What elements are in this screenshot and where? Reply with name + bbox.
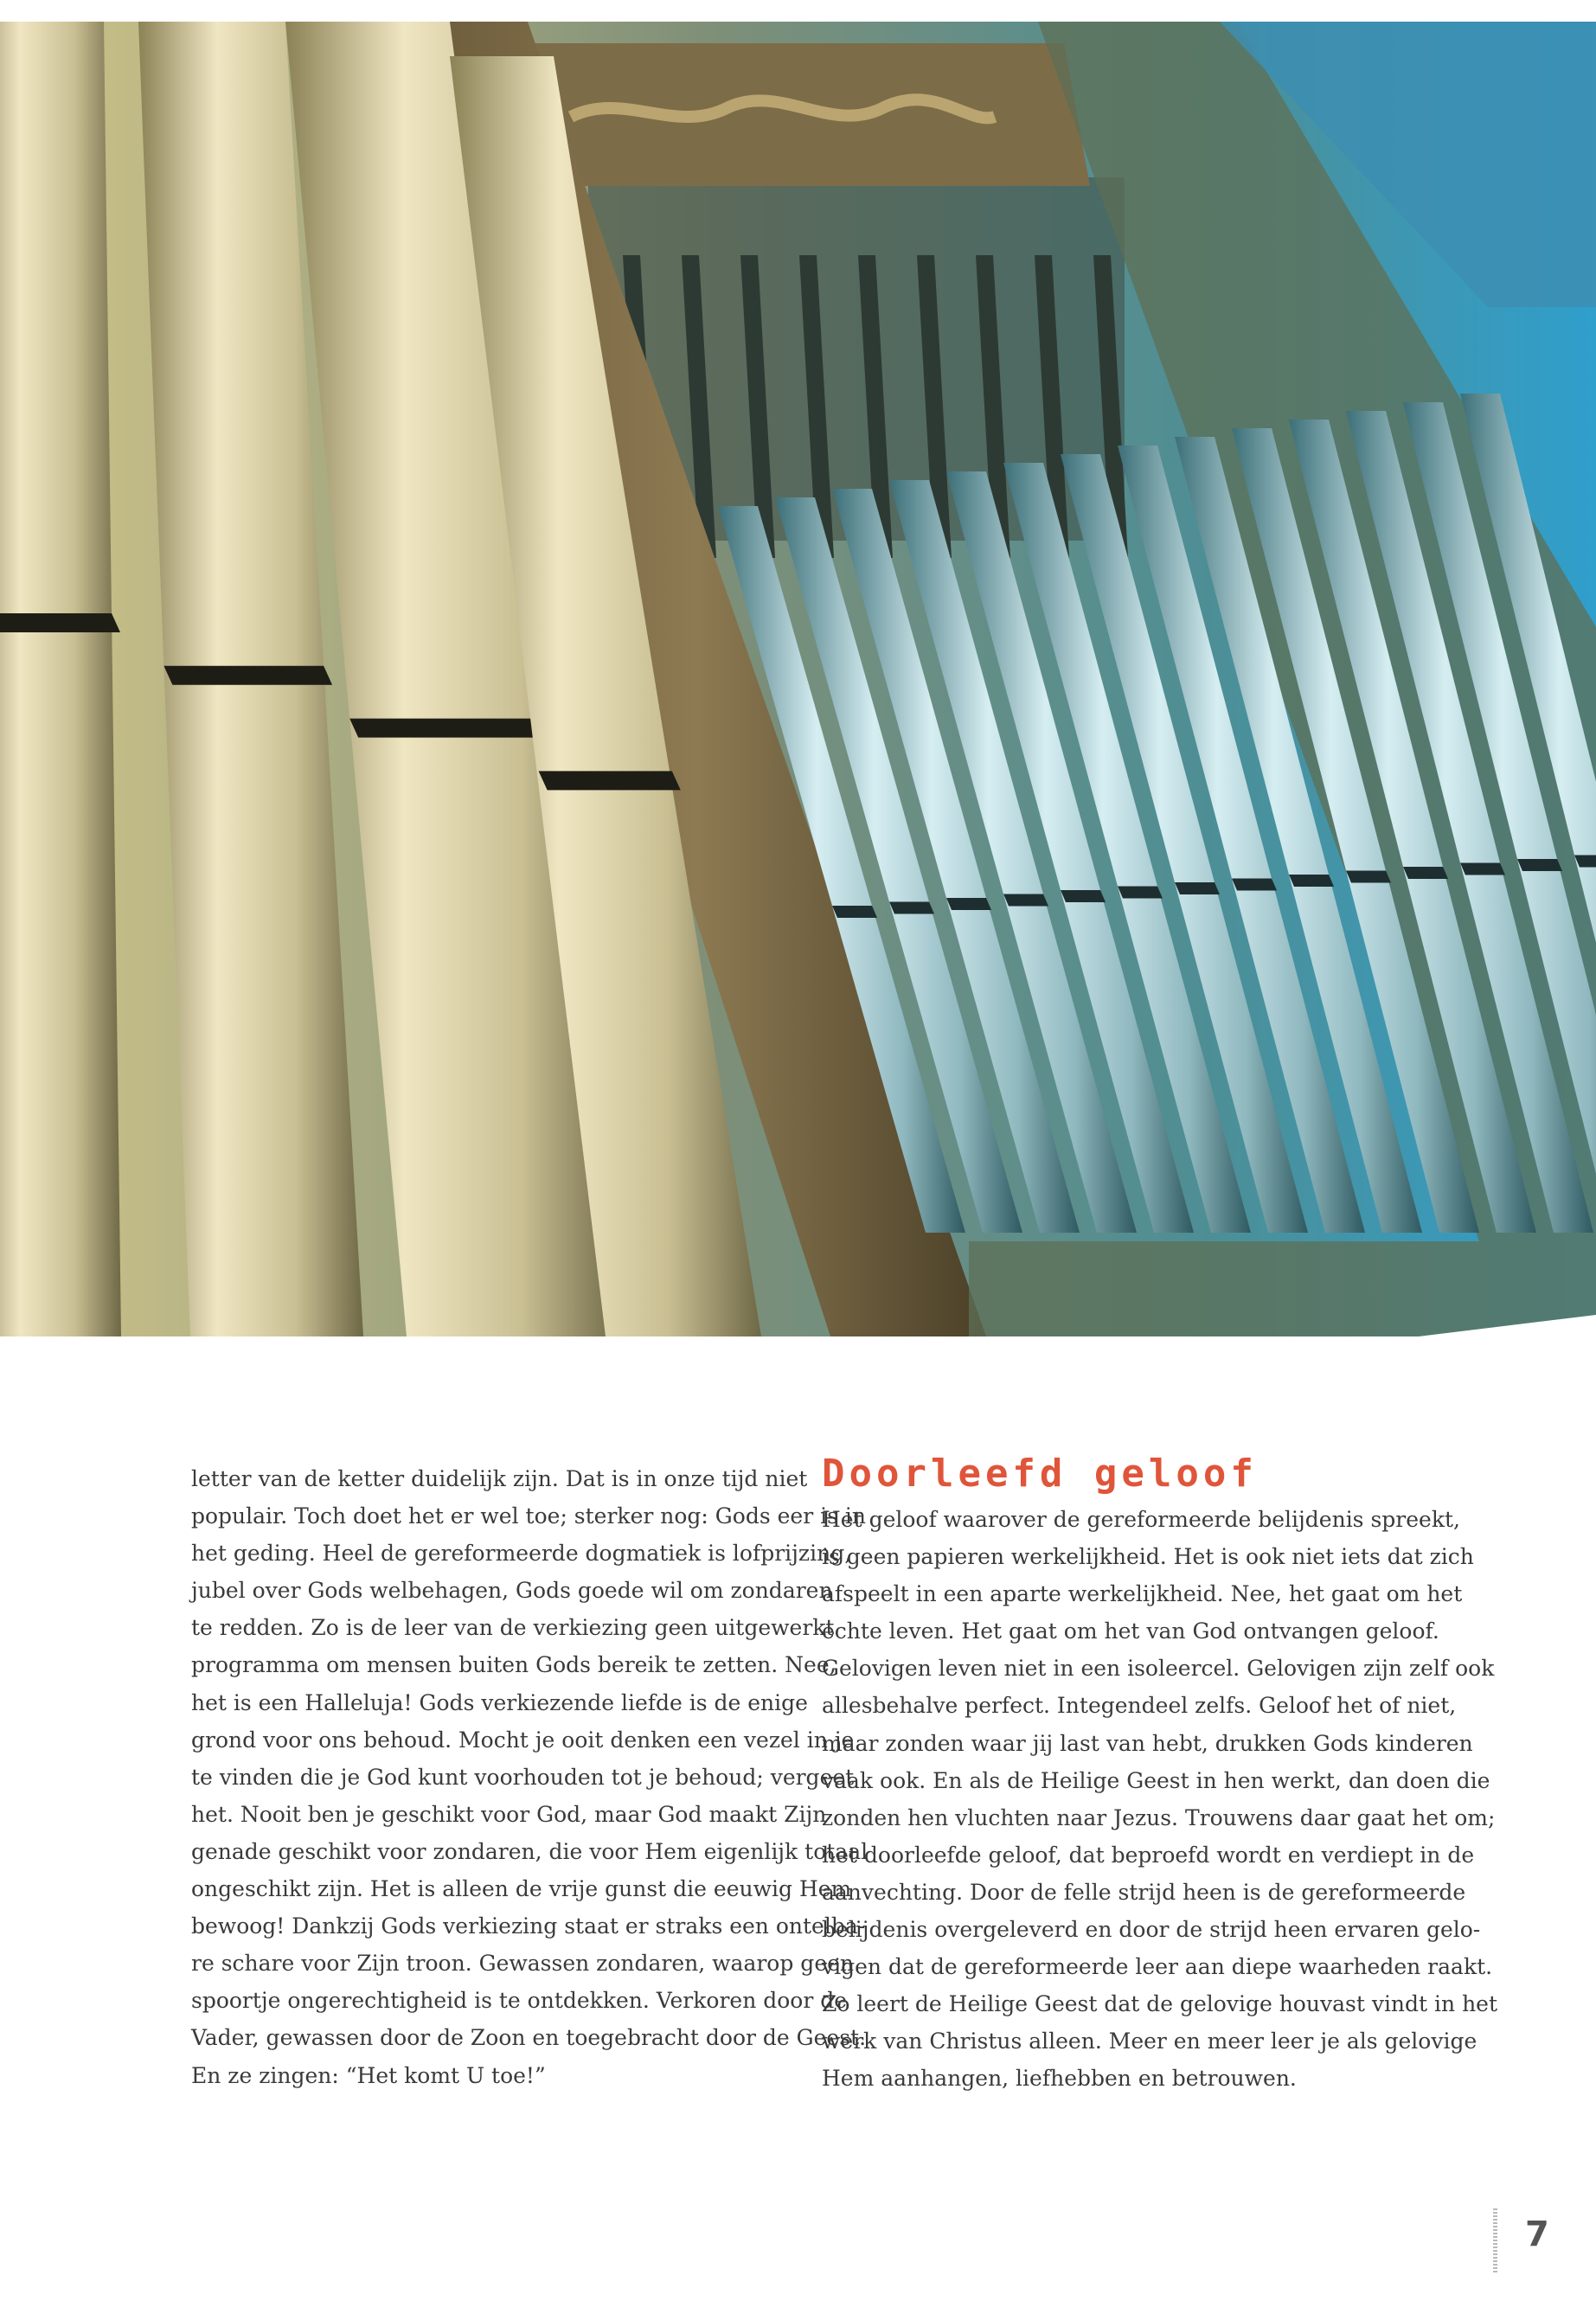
text-line: genade geschikt voor zondaren, die voor Hem eigenlijk totaal [191, 1838, 869, 1864]
text-line: grond voor ons behoud. Mocht je ooit denken een vezel in je [191, 1727, 855, 1753]
pipe-mouth [1118, 887, 1163, 899]
text-line: belijdenis overgeleverd en door de strijd heen ervaren gelo- [822, 1917, 1481, 1943]
text-line: te vinden die je God kunt voorhouden tot je behoud; vergeet [191, 1764, 855, 1790]
organ-cornice [519, 43, 1090, 186]
text-line: het doorleefde geloof, dat beproefd wordt en verdiept in de [822, 1842, 1475, 1868]
right-text-column [822, 1501, 1498, 2098]
text-line: vaak ook. En als de Heilige Geest in hen werkt, dan doen die [822, 1767, 1490, 1793]
text-line: allesbehalve perfect. Integendeel zelfs. Geloof het of niet, [822, 1693, 1457, 1719]
pipe-mouth [1061, 890, 1106, 902]
text-line: Het geloof waarover de gereformeerde belijdenis spreekt, [822, 1507, 1460, 1532]
page-number-rule [1493, 2208, 1497, 2273]
large-organ-pipe [0, 22, 121, 1336]
text-line: spoortje ongerechtigheid is te ontdekken. Verkoren door de [191, 1988, 848, 2014]
text-line: ongeschikt zijn. Het is alleen de vrije gunst die eeuwig Hem [191, 1876, 852, 1902]
text-line: En ze zingen: “Het komt U toe!” [191, 2062, 546, 2088]
text-line: Zo leert de Heilige Geest dat de gelovige houvast vindt in het [822, 1991, 1498, 2017]
text-line: echte leven. Het gaat om het van God ontvangen geloof. [822, 1618, 1439, 1644]
pipe-mouth [1346, 871, 1391, 883]
text-line: vigen dat de gereformeerde leer aan diepe waarheden raakt. [822, 1954, 1493, 1980]
text-line: programma om mensen buiten Gods bereik te zetten. Nee, [191, 1652, 836, 1678]
text-line: maar zonden waar jij last van hebt, drukken Gods kinderen [822, 1730, 1473, 1756]
section-heading: Doorleefd geloof [822, 1452, 1258, 1496]
text-line: letter van de ketter duidelijk zijn. Dat is in onze tijd niet [191, 1466, 808, 1491]
text-line: werk van Christus alleen. Meer en meer leer je als gelovige [822, 2029, 1477, 2054]
pipe-mouth [0, 613, 120, 632]
pipe-mouth [1403, 867, 1448, 879]
pipe-mouth [1289, 875, 1334, 887]
text-line: populair. Toch doet het er wel toe; sterker nog: Gods eer is in [191, 1503, 866, 1529]
pipe-mouth [163, 666, 332, 685]
pipe-mouth [946, 898, 991, 910]
pipe-mouth [539, 771, 681, 790]
text-line: bewoog! Dankzij Gods verkiezing staat er straks een ontelba- [191, 1913, 866, 1939]
text-line: zonden hen vluchten naar Jezus. Trouwens daar gaat het om; [822, 1804, 1496, 1830]
text-line: het geding. Heel de gereformeerde dogmatiek is lofprijzing, [191, 1541, 852, 1567]
organ-pipes-illustration [0, 22, 1596, 1336]
pipe-mouth [349, 719, 550, 738]
pipe-mouth [832, 906, 877, 918]
pipe-mouth [1517, 859, 1562, 871]
text-line: re schare voor Zijn troon. Gewassen zondaren, waarop geen [191, 1951, 855, 1977]
text-line: Vader, gewassen door de Zoon en toegebracht door de Geest. [191, 2025, 867, 2051]
text-line: te redden. Zo is de leer van de verkiezing geen uitgewerkt [191, 1615, 835, 1641]
left-text-column [191, 1460, 869, 2094]
text-line: jubel over Gods welbehagen, Gods goede wil om zondaren [191, 1578, 833, 1604]
text-line: is geen papieren werkelijkheid. Het is ook niet iets dat zich [822, 1544, 1474, 1570]
text-line: het is een Halleluja! Gods verkiezende liefde is de enige [191, 1689, 808, 1715]
text-line: het. Nooit ben je geschikt voor God, maar God maakt Zijn [191, 1801, 827, 1827]
pipe-mouth [889, 902, 934, 914]
page-number: 7 [1525, 2214, 1549, 2254]
text-line: afspeelt in een aparte werkelijkheid. Nee, het gaat om het [822, 1581, 1463, 1607]
text-line: Gelovigen leven niet in een isoleercel. Gelovigen zijn zelf ook [822, 1656, 1495, 1682]
text-line: Hem aanhangen, liefhebben en betrouwen. [822, 2066, 1297, 2092]
pipe-mouth [1003, 894, 1048, 907]
organ-pipes-photo [0, 22, 1596, 1336]
pipe-mouth [1232, 879, 1277, 891]
pipe-mouth [1460, 863, 1505, 875]
pipe-mouth [1175, 882, 1220, 894]
text-line: aanvechting. Door de felle strijd heen is de gereformeerde [822, 1879, 1466, 1905]
